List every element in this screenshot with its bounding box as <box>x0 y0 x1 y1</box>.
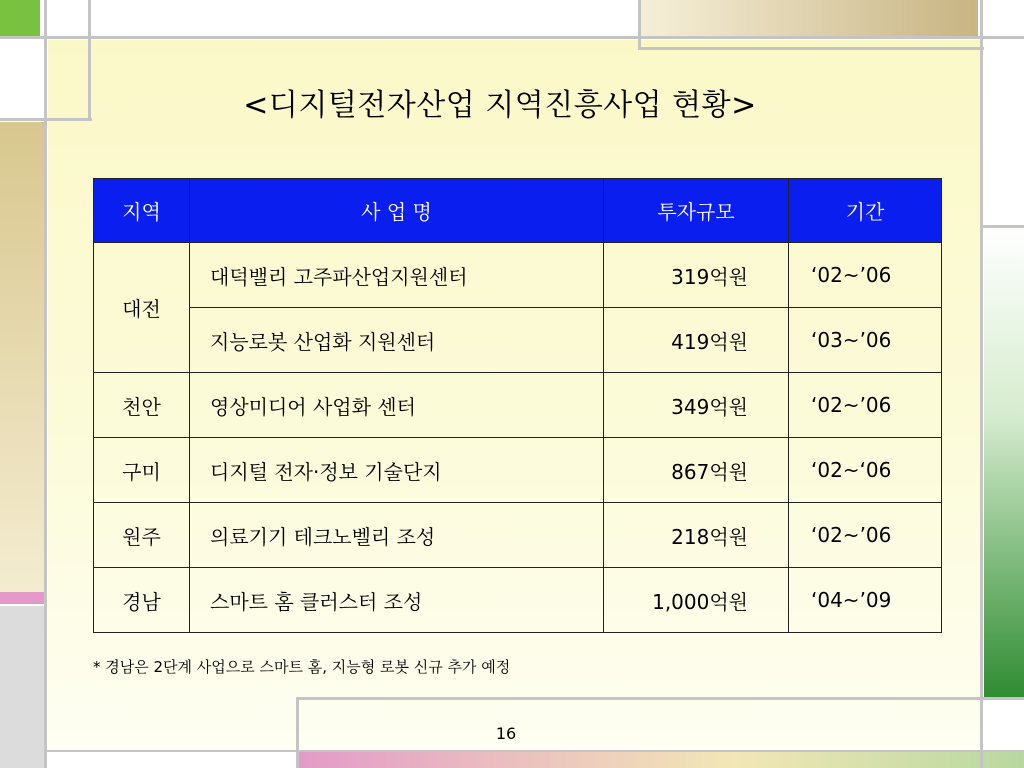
region-cell: 원주 <box>94 503 190 568</box>
table-row <box>94 503 942 568</box>
table-row <box>94 308 942 373</box>
decor-green-block-top-left <box>0 0 40 36</box>
header-project: 사 업 명 <box>190 179 604 243</box>
amount-cell: 349억원 <box>604 373 789 438</box>
region-cell: 구미 <box>94 438 190 503</box>
header-amount: 투자규모 <box>604 179 789 243</box>
decor-line-tr-h <box>638 47 984 50</box>
project-cell: 디지털 전자·정보 기술단지 <box>190 438 604 503</box>
header-region: 지역 <box>94 179 190 243</box>
decor-line-bottom-h <box>298 697 1024 700</box>
region-cell: 천안 <box>94 373 190 438</box>
slide-title: <디지털전자산업 지역진흥사업 현황> <box>243 88 757 123</box>
decor-green-block-right <box>984 225 1024 700</box>
table-row <box>94 243 942 308</box>
table-row <box>94 373 942 438</box>
decor-gray-block-bottom-left <box>0 606 44 768</box>
amount-cell: 1,000억원 <box>604 568 789 633</box>
project-cell: 지능로봇 산업화 지원센터 <box>190 308 604 373</box>
header-period: 기간 <box>789 179 942 243</box>
decor-line-right-h <box>980 225 1024 228</box>
decor-tan-block-left <box>0 122 44 592</box>
period-cell: ‘02~’06 <box>789 373 942 438</box>
decor-pink-strip-left <box>0 592 44 604</box>
table-header-row <box>94 179 942 243</box>
period-cell: ‘02~’06 <box>789 243 942 308</box>
footnote: * 경남은 2단계 사업으로 스마트 홈, 지능형 로봇 신규 추가 예정 <box>93 658 511 676</box>
region-cell: 경남 <box>94 568 190 633</box>
decor-line-top-h <box>0 36 1024 39</box>
decor-tan-block-top-right <box>641 0 978 36</box>
project-cell: 대덕밸리 고주파산업지원센터 <box>190 243 604 308</box>
investment-table <box>93 178 942 633</box>
decor-line-bottom-h2 <box>44 750 1024 752</box>
project-cell: 스마트 홈 클러스터 조성 <box>190 568 604 633</box>
period-cell: ‘02~‘06 <box>789 438 942 503</box>
region-cell: 대전 <box>94 243 190 373</box>
decor-line-bottom-v <box>296 697 299 768</box>
period-cell: ‘02~’06 <box>789 503 942 568</box>
period-cell: ‘03~’06 <box>789 308 942 373</box>
period-cell: ‘04~’09 <box>789 568 942 633</box>
table-row <box>94 438 942 503</box>
table-row <box>94 568 942 633</box>
project-cell: 영상미디어 사업화 센터 <box>190 373 604 438</box>
amount-cell: 419억원 <box>604 308 789 373</box>
decor-line-tr-v <box>638 0 641 50</box>
project-cell: 의료기기 테크노벨리 조성 <box>190 503 604 568</box>
amount-cell: 319억원 <box>604 243 789 308</box>
amount-cell: 867억원 <box>604 438 789 503</box>
page-number: 16 <box>495 724 517 743</box>
decor-pink-strip-bottom <box>298 752 1024 768</box>
amount-cell: 218억원 <box>604 503 789 568</box>
